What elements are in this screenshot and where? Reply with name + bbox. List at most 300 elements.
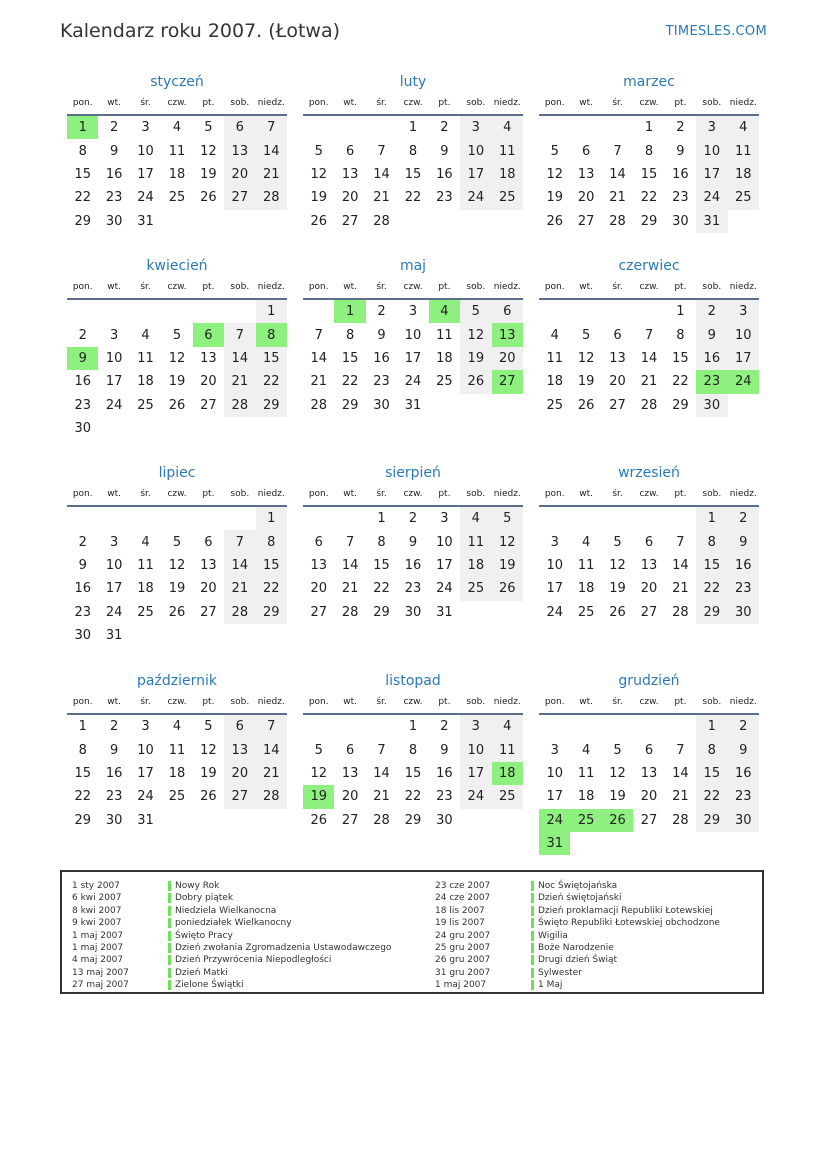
day-cell[interactable]: 28 — [672, 812, 689, 828]
day-cell[interactable]: 1 — [256, 299, 287, 323]
day-cell[interactable]: 3 — [440, 511, 449, 527]
day-cell[interactable]: 11 — [577, 765, 595, 781]
day-cell[interactable]: 27 — [341, 213, 359, 229]
day-cell[interactable]: 29 — [404, 812, 422, 828]
day-cell[interactable]: 17 — [404, 350, 422, 366]
day-cell[interactable]: 11 — [460, 530, 491, 553]
day-cell[interactable]: 30 — [696, 394, 727, 417]
day-cell[interactable]: 24 — [105, 397, 123, 413]
day-cell[interactable]: 27 — [200, 397, 217, 413]
day-cell[interactable]: 19 — [577, 374, 595, 390]
day-cell[interactable]: 5 — [204, 120, 213, 136]
day-cell[interactable]: 30 — [373, 397, 390, 413]
day-cell[interactable]: 4 — [172, 719, 182, 735]
day-cell[interactable]: 15 — [74, 765, 91, 781]
day-cell[interactable]: 11 — [137, 557, 154, 573]
day-cell[interactable]: 15 — [672, 350, 689, 366]
day-cell[interactable]: 6 — [581, 143, 591, 159]
day-cell[interactable]: 28 — [373, 812, 390, 828]
day-cell[interactable]: 5 — [172, 327, 182, 343]
day-cell[interactable]: 16 — [672, 166, 689, 182]
day-cell[interactable]: 25 — [460, 577, 491, 600]
day-cell[interactable]: 18 — [436, 350, 453, 366]
day-cell[interactable]: 9 — [728, 738, 759, 761]
day-cell[interactable]: 16 — [74, 581, 91, 597]
day-cell[interactable]: 19 — [200, 166, 217, 182]
day-cell[interactable]: 1 — [78, 719, 87, 735]
day-cell[interactable]: 27 — [609, 397, 626, 413]
day-cell[interactable]: 11 — [728, 139, 759, 162]
day-cell[interactable]: 3 — [696, 115, 727, 139]
day-cell[interactable]: 4 — [581, 742, 591, 758]
day-cell[interactable]: 5 — [204, 719, 213, 735]
day-cell[interactable]: 19 — [609, 789, 626, 805]
day-cell[interactable]: 15 — [404, 765, 422, 781]
day-cell[interactable]: 30 — [74, 628, 91, 644]
day-cell[interactable]: 28 — [256, 785, 287, 808]
day-cell[interactable]: 17 — [696, 163, 727, 186]
day-cell[interactable]: 21 — [310, 374, 327, 390]
day-cell[interactable]: 1 — [676, 304, 685, 320]
day-cell[interactable]: 5 — [613, 534, 622, 550]
day-cell[interactable]: 29 — [341, 397, 359, 413]
day-cell[interactable]: 30 — [74, 421, 91, 437]
day-cell[interactable]: 30 — [436, 812, 453, 828]
day-cell[interactable]: 14 — [224, 554, 255, 577]
day-cell[interactable]: 6 — [224, 115, 255, 139]
day-cell[interactable]: 28 — [310, 397, 327, 413]
day-cell[interactable]: 29 — [696, 809, 727, 832]
day-cell[interactable]: 7 — [224, 323, 255, 346]
day-cell[interactable]: 16 — [404, 557, 422, 573]
day-cell[interactable]: 30 — [728, 809, 759, 832]
day-cell[interactable]: 30 — [404, 604, 422, 620]
day-cell[interactable]: 21 — [672, 789, 689, 805]
day-cell[interactable]: 13 — [224, 139, 255, 162]
day-cell[interactable]: 26 — [310, 213, 327, 229]
day-cell[interactable]: 20 — [341, 789, 359, 805]
day-cell[interactable]: 10 — [105, 557, 123, 573]
day-cell[interactable]: 12 — [609, 765, 626, 781]
day-cell[interactable]: 14 — [310, 350, 327, 366]
day-cell[interactable]: 8 — [345, 327, 355, 343]
day-cell[interactable]: 9 — [78, 557, 87, 573]
day-cell[interactable]: 18 — [168, 166, 186, 182]
day-cell[interactable]: 11 — [137, 350, 154, 366]
day-cell[interactable]: 12 — [609, 557, 626, 573]
day-cell[interactable]: 4 — [429, 299, 460, 323]
day-cell[interactable]: 9 — [676, 143, 685, 159]
day-cell[interactable]: 21 — [373, 789, 390, 805]
day-cell[interactable]: 11 — [436, 327, 453, 343]
day-cell[interactable]: 20 — [640, 789, 658, 805]
day-cell[interactable]: 31 — [137, 213, 154, 229]
day-cell[interactable]: 1 — [696, 714, 727, 738]
day-cell[interactable]: 6 — [644, 742, 654, 758]
day-cell[interactable]: 18 — [137, 581, 154, 597]
day-cell[interactable]: 6 — [314, 534, 323, 550]
day-cell[interactable]: 16 — [436, 765, 453, 781]
day-cell[interactable]: 16 — [728, 554, 759, 577]
day-cell[interactable]: 13 — [200, 557, 217, 573]
day-cell[interactable]: 30 — [728, 601, 759, 624]
day-cell[interactable]: 9 — [67, 347, 98, 370]
day-cell[interactable]: 30 — [105, 812, 123, 828]
day-cell[interactable]: 23 — [404, 581, 422, 597]
day-cell[interactable]: 18 — [577, 789, 595, 805]
day-cell[interactable]: 25 — [168, 190, 186, 206]
day-cell[interactable]: 29 — [74, 812, 91, 828]
day-cell[interactable]: 23 — [436, 789, 453, 805]
day-cell[interactable]: 6 — [345, 742, 355, 758]
day-cell[interactable]: 26 — [577, 397, 595, 413]
day-cell[interactable]: 5 — [314, 143, 323, 159]
day-cell[interactable]: 20 — [224, 762, 255, 785]
day-cell[interactable]: 22 — [373, 581, 390, 597]
day-cell[interactable]: 18 — [168, 765, 186, 781]
day-cell[interactable]: 13 — [640, 765, 658, 781]
day-cell[interactable]: 6 — [492, 299, 523, 323]
day-cell[interactable]: 11 — [577, 557, 595, 573]
day-cell[interactable]: 21 — [341, 581, 359, 597]
day-cell[interactable]: 7 — [613, 143, 622, 159]
day-cell[interactable]: 17 — [105, 374, 123, 390]
day-cell[interactable]: 23 — [728, 577, 759, 600]
day-cell[interactable]: 2 — [109, 120, 119, 136]
day-cell[interactable]: 28 — [609, 213, 626, 229]
day-cell[interactable]: 3 — [141, 719, 150, 735]
day-cell[interactable]: 16 — [728, 762, 759, 785]
day-cell[interactable]: 17 — [460, 163, 491, 186]
day-cell[interactable]: 17 — [546, 789, 563, 805]
day-cell[interactable]: 24 — [728, 370, 759, 393]
day-cell[interactable]: 22 — [672, 374, 689, 390]
day-cell[interactable]: 18 — [492, 163, 523, 186]
day-cell[interactable]: 7 — [345, 534, 355, 550]
day-cell[interactable]: 10 — [696, 139, 727, 162]
day-cell[interactable]: 20 — [609, 374, 626, 390]
day-cell[interactable]: 22 — [341, 374, 359, 390]
day-cell[interactable]: 23 — [672, 190, 689, 206]
day-cell[interactable]: 27 — [224, 785, 255, 808]
day-cell[interactable]: 25 — [137, 604, 154, 620]
day-cell[interactable]: 22 — [640, 190, 658, 206]
day-cell[interactable]: 24 — [460, 186, 491, 209]
day-cell[interactable]: 7 — [644, 327, 654, 343]
day-cell[interactable]: 20 — [577, 190, 595, 206]
day-cell[interactable]: 7 — [314, 327, 323, 343]
day-cell[interactable]: 22 — [404, 190, 422, 206]
day-cell[interactable]: 20 — [341, 190, 359, 206]
day-cell[interactable]: 26 — [168, 604, 186, 620]
day-cell[interactable]: 27 — [310, 604, 327, 620]
day-cell[interactable]: 25 — [570, 809, 601, 832]
day-cell[interactable]: 18 — [460, 554, 491, 577]
day-cell[interactable]: 8 — [408, 742, 418, 758]
day-cell[interactable]: 15 — [256, 554, 287, 577]
day-cell[interactable]: 14 — [256, 139, 287, 162]
day-cell[interactable]: 12 — [168, 350, 186, 366]
day-cell[interactable]: 14 — [341, 557, 359, 573]
day-cell[interactable]: 28 — [672, 604, 689, 620]
day-cell[interactable]: 17 — [460, 762, 491, 785]
day-cell[interactable]: 7 — [377, 742, 386, 758]
day-cell[interactable]: 13 — [341, 765, 359, 781]
day-cell[interactable]: 9 — [728, 530, 759, 553]
day-cell[interactable]: 1 — [377, 511, 386, 527]
day-cell[interactable]: 14 — [373, 166, 390, 182]
day-cell[interactable]: 2 — [408, 511, 418, 527]
day-cell[interactable]: 9 — [109, 742, 119, 758]
day-cell[interactable]: 12 — [200, 143, 217, 159]
day-cell[interactable]: 28 — [224, 394, 255, 417]
day-cell[interactable]: 4 — [172, 120, 182, 136]
day-cell[interactable]: 28 — [341, 604, 359, 620]
day-cell[interactable]: 5 — [314, 742, 323, 758]
day-cell[interactable]: 17 — [137, 166, 154, 182]
day-cell[interactable]: 15 — [640, 166, 658, 182]
day-cell[interactable]: 12 — [577, 350, 595, 366]
day-cell[interactable]: 3 — [408, 304, 418, 320]
day-cell[interactable]: 5 — [550, 143, 559, 159]
day-cell[interactable]: 11 — [492, 738, 523, 761]
day-cell[interactable]: 6 — [193, 323, 224, 346]
day-cell[interactable]: 29 — [640, 213, 658, 229]
day-cell[interactable]: 12 — [310, 166, 327, 182]
day-cell[interactable]: 14 — [373, 765, 390, 781]
day-cell[interactable]: 19 — [310, 190, 327, 206]
day-cell[interactable]: 1 — [696, 506, 727, 530]
day-cell[interactable]: 28 — [256, 186, 287, 209]
day-cell[interactable]: 4 — [728, 115, 759, 139]
day-cell[interactable]: 3 — [109, 327, 119, 343]
day-cell[interactable]: 17 — [728, 347, 759, 370]
day-cell[interactable]: 1 — [67, 115, 98, 139]
day-cell[interactable]: 8 — [256, 323, 287, 346]
day-cell[interactable]: 25 — [137, 397, 154, 413]
day-cell[interactable]: 7 — [676, 742, 685, 758]
day-cell[interactable]: 19 — [460, 347, 491, 370]
day-cell[interactable]: 2 — [728, 506, 759, 530]
day-cell[interactable]: 11 — [546, 350, 563, 366]
day-cell[interactable]: 27 — [640, 812, 658, 828]
day-cell[interactable]: 17 — [546, 581, 563, 597]
day-cell[interactable]: 18 — [728, 163, 759, 186]
day-cell[interactable]: 7 — [224, 530, 255, 553]
day-cell[interactable]: 26 — [460, 370, 491, 393]
day-cell[interactable]: 19 — [168, 374, 186, 390]
day-cell[interactable]: 6 — [345, 143, 355, 159]
day-cell[interactable]: 31 — [137, 812, 154, 828]
day-cell[interactable]: 26 — [492, 577, 523, 600]
day-cell[interactable]: 25 — [577, 604, 595, 620]
day-cell[interactable]: 16 — [696, 347, 727, 370]
day-cell[interactable]: 31 — [539, 832, 570, 855]
day-cell[interactable]: 31 — [105, 628, 123, 644]
day-cell[interactable]: 27 — [492, 370, 523, 393]
day-cell[interactable]: 14 — [672, 765, 689, 781]
day-cell[interactable]: 8 — [644, 143, 654, 159]
day-cell[interactable]: 15 — [373, 557, 390, 573]
day-cell[interactable]: 12 — [492, 530, 523, 553]
day-cell[interactable]: 16 — [105, 765, 123, 781]
day-cell[interactable]: 31 — [404, 397, 422, 413]
day-cell[interactable]: 20 — [224, 163, 255, 186]
day-cell[interactable]: 26 — [200, 789, 217, 805]
day-cell[interactable]: 25 — [546, 397, 563, 413]
day-cell[interactable]: 24 — [539, 809, 570, 832]
day-cell[interactable]: 8 — [696, 738, 727, 761]
day-cell[interactable]: 15 — [74, 166, 91, 182]
day-cell[interactable]: 23 — [74, 604, 91, 620]
day-cell[interactable]: 18 — [546, 374, 563, 390]
day-cell[interactable]: 14 — [224, 347, 255, 370]
day-cell[interactable]: 2 — [728, 714, 759, 738]
day-cell[interactable]: 3 — [550, 534, 559, 550]
day-cell[interactable]: 21 — [224, 577, 255, 600]
day-cell[interactable]: 28 — [640, 397, 658, 413]
day-cell[interactable]: 1 — [408, 120, 418, 136]
day-cell[interactable]: 17 — [436, 557, 453, 573]
day-cell[interactable]: 26 — [200, 190, 217, 206]
day-cell[interactable]: 12 — [546, 166, 563, 182]
day-cell[interactable]: 16 — [74, 374, 91, 390]
day-cell[interactable]: 5 — [460, 299, 491, 323]
day-cell[interactable]: 3 — [728, 299, 759, 323]
day-cell[interactable]: 8 — [676, 327, 685, 343]
day-cell[interactable]: 24 — [460, 785, 491, 808]
day-cell[interactable]: 3 — [550, 742, 559, 758]
day-cell[interactable]: 9 — [696, 323, 727, 346]
day-cell[interactable]: 29 — [672, 397, 689, 413]
day-cell[interactable]: 3 — [109, 534, 119, 550]
day-cell[interactable]: 8 — [78, 143, 87, 159]
day-cell[interactable]: 1 — [644, 120, 654, 136]
day-cell[interactable]: 23 — [696, 370, 727, 393]
day-cell[interactable]: 24 — [436, 581, 453, 597]
day-cell[interactable]: 20 — [492, 347, 523, 370]
day-cell[interactable]: 4 — [141, 327, 150, 343]
day-cell[interactable]: 21 — [256, 762, 287, 785]
day-cell[interactable]: 7 — [256, 714, 287, 738]
day-cell[interactable]: 21 — [224, 370, 255, 393]
day-cell[interactable]: 19 — [303, 785, 334, 808]
day-cell[interactable]: 12 — [460, 323, 491, 346]
day-cell[interactable]: 15 — [404, 166, 422, 182]
day-cell[interactable]: 9 — [440, 742, 449, 758]
day-cell[interactable]: 31 — [436, 604, 453, 620]
day-cell[interactable]: 13 — [640, 557, 658, 573]
day-cell[interactable]: 5 — [172, 534, 182, 550]
day-cell[interactable]: 13 — [224, 738, 255, 761]
day-cell[interactable]: 22 — [256, 577, 287, 600]
day-cell[interactable]: 20 — [200, 374, 217, 390]
day-cell[interactable]: 2 — [676, 120, 685, 136]
day-cell[interactable]: 25 — [728, 186, 759, 209]
day-cell[interactable]: 13 — [492, 323, 523, 346]
day-cell[interactable]: 27 — [577, 213, 595, 229]
day-cell[interactable]: 9 — [377, 327, 386, 343]
day-cell[interactable]: 11 — [492, 139, 523, 162]
day-cell[interactable]: 29 — [373, 604, 390, 620]
day-cell[interactable]: 29 — [696, 601, 727, 624]
day-cell[interactable]: 3 — [460, 714, 491, 738]
day-cell[interactable]: 13 — [609, 350, 626, 366]
day-cell[interactable]: 4 — [492, 115, 523, 139]
day-cell[interactable]: 8 — [408, 143, 418, 159]
day-cell[interactable]: 29 — [74, 213, 91, 229]
day-cell[interactable]: 8 — [256, 530, 287, 553]
day-cell[interactable]: 2 — [696, 299, 727, 323]
day-cell[interactable]: 22 — [696, 577, 727, 600]
day-cell[interactable]: 26 — [602, 809, 633, 832]
day-cell[interactable]: 7 — [377, 143, 386, 159]
day-cell[interactable]: 26 — [609, 604, 626, 620]
day-cell[interactable]: 19 — [168, 581, 186, 597]
day-cell[interactable]: 13 — [577, 166, 595, 182]
day-cell[interactable]: 6 — [644, 534, 654, 550]
day-cell[interactable]: 16 — [436, 166, 453, 182]
day-cell[interactable]: 25 — [436, 374, 453, 390]
day-cell[interactable]: 25 — [492, 785, 523, 808]
day-cell[interactable]: 30 — [105, 213, 123, 229]
day-cell[interactable]: 10 — [105, 350, 123, 366]
day-cell[interactable]: 4 — [581, 534, 591, 550]
day-cell[interactable]: 16 — [105, 166, 123, 182]
day-cell[interactable]: 1 — [408, 719, 418, 735]
day-cell[interactable]: 20 — [640, 581, 658, 597]
day-cell[interactable]: 10 — [404, 327, 422, 343]
day-cell[interactable]: 20 — [310, 581, 327, 597]
day-cell[interactable]: 4 — [492, 714, 523, 738]
day-cell[interactable]: 18 — [137, 374, 154, 390]
day-cell[interactable]: 28 — [373, 213, 390, 229]
day-cell[interactable]: 6 — [613, 327, 622, 343]
day-cell[interactable]: 10 — [460, 139, 491, 162]
day-cell[interactable]: 27 — [640, 604, 658, 620]
day-cell[interactable]: 2 — [78, 327, 87, 343]
day-cell[interactable]: 9 — [408, 534, 418, 550]
day-cell[interactable]: 5 — [581, 327, 591, 343]
day-cell[interactable]: 2 — [440, 120, 449, 136]
day-cell[interactable]: 21 — [609, 190, 626, 206]
day-cell[interactable]: 30 — [672, 213, 689, 229]
day-cell[interactable]: 9 — [440, 143, 449, 159]
day-cell[interactable]: 24 — [137, 190, 154, 206]
day-cell[interactable]: 10 — [460, 738, 491, 761]
day-cell[interactable]: 1 — [256, 506, 287, 530]
day-cell[interactable]: 11 — [168, 742, 186, 758]
day-cell[interactable]: 26 — [168, 397, 186, 413]
day-cell[interactable]: 13 — [200, 350, 217, 366]
day-cell[interactable]: 6 — [204, 534, 213, 550]
day-cell[interactable]: 21 — [672, 581, 689, 597]
day-cell[interactable]: 18 — [492, 762, 523, 785]
day-cell[interactable]: 26 — [546, 213, 563, 229]
day-cell[interactable]: 10 — [546, 765, 563, 781]
day-cell[interactable]: 2 — [440, 719, 449, 735]
day-cell[interactable]: 12 — [200, 742, 217, 758]
site-link[interactable]: TIMESLES.COM — [665, 24, 767, 39]
day-cell[interactable]: 17 — [137, 765, 154, 781]
day-cell[interactable]: 21 — [256, 163, 287, 186]
day-cell[interactable]: 4 — [550, 327, 559, 343]
day-cell[interactable]: 14 — [256, 738, 287, 761]
day-cell[interactable]: 22 — [74, 190, 91, 206]
day-cell[interactable]: 13 — [341, 166, 359, 182]
day-cell[interactable]: 12 — [310, 765, 327, 781]
day-cell[interactable]: 10 — [728, 323, 759, 346]
